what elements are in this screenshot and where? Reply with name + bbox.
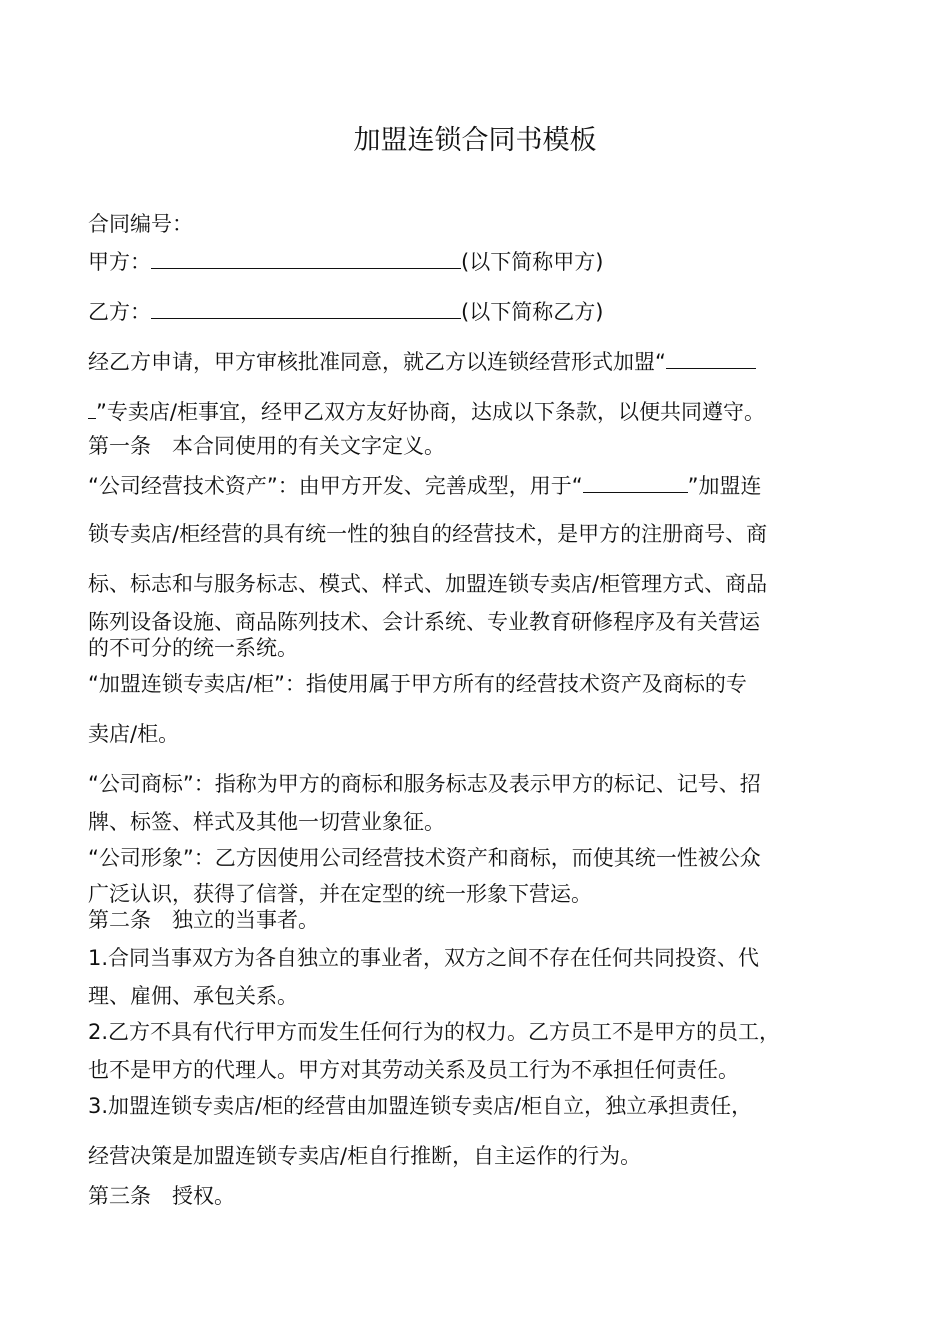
definition-1-line-2: 锁专卖店/柜经营的具有统一性的独自的经营技术，是甲方的注册商号、商 bbox=[88, 522, 768, 546]
definition-1-line-3: 标、标志和与服务标志、模式、样式、加盟连锁专卖店/柜管理方式、商品 bbox=[88, 572, 768, 596]
party-b-blank[interactable] bbox=[151, 296, 461, 319]
article-2-item-1-line-2: 理、雇佣、承包关系。 bbox=[88, 984, 298, 1008]
brand-name-blank[interactable] bbox=[666, 346, 756, 369]
article-1-heading: 第一条 本合同使用的有关文字定义。 bbox=[88, 434, 445, 458]
definition-1-text-post: ”加盟连 bbox=[687, 474, 762, 498]
definition-3-line-2: 牌、标签、样式及其他一切营业象征。 bbox=[88, 810, 445, 834]
definition-4-line-2: 广泛认识，获得了信誉，并在定型的统一形象下营运。 bbox=[88, 882, 592, 906]
article-2-item-3-line-1: 3.加盟连锁专卖店/柜的经营由加盟连锁专卖店/柜自立，独立承担责任， bbox=[88, 1094, 753, 1118]
party-b-suffix: (以下简称乙方) bbox=[461, 300, 604, 324]
definition-1-text-pre: “公司经营技术资产”：由甲方开发、完善成型，用于“ bbox=[88, 474, 583, 498]
intro-line-2 bbox=[88, 396, 765, 426]
party-a-blank[interactable] bbox=[151, 246, 461, 269]
contract-number-label: 合同编号： bbox=[88, 212, 193, 236]
article-3-heading: 第三条 授权。 bbox=[88, 1184, 235, 1208]
article-2-item-2-line-2: 也不是甲方的代理人。甲方对其劳动关系及员工行为不承担任何责任。 bbox=[88, 1058, 739, 1082]
definition-1-line-5: 的不可分的统一系统。 bbox=[88, 636, 298, 660]
definition-3-line-1: “公司商标”：指称为甲方的商标和服务标志及表示甲方的标记、记号、招 bbox=[88, 772, 761, 796]
definition-1-line-1 bbox=[88, 470, 762, 500]
party-a-label: 甲方： bbox=[88, 250, 151, 274]
party-b-line bbox=[88, 296, 603, 326]
brand-name-blank-tail bbox=[88, 396, 96, 419]
intro-line-1 bbox=[88, 346, 756, 376]
definition-4-line-1: “公司形象”：乙方因使用公司经营技术资产和商标，而使其统一性被公众 bbox=[88, 846, 761, 870]
intro-text-1: 经乙方申请，甲方审核批准同意，就乙方以连锁经营形式加盟“ bbox=[88, 350, 666, 374]
party-a-line bbox=[88, 246, 603, 276]
article-2-item-3-line-2: 经营决策是加盟连锁专卖店/柜自行推断，自主运作的行为。 bbox=[88, 1144, 642, 1168]
article-2-heading: 第二条 独立的当事者。 bbox=[88, 908, 319, 932]
party-b-label: 乙方： bbox=[88, 300, 151, 324]
article-2-item-1-line-1: 1.合同当事双方为各自独立的事业者，双方之间不存在任何共同投资、代 bbox=[88, 946, 760, 970]
brand-blank-2[interactable] bbox=[583, 470, 688, 493]
definition-2-line-2: 卖店/柜。 bbox=[88, 722, 180, 746]
intro-text-2: ”专卖店/柜事宜，经甲乙双方友好协商，达成以下条款，以便共同遵守。 bbox=[96, 400, 765, 424]
party-a-suffix: (以下简称甲方) bbox=[461, 250, 604, 274]
definition-2-line-1: “加盟连锁专卖店/柜”：指使用属于甲方所有的经营技术资产及商标的专 bbox=[88, 672, 747, 696]
article-2-item-2-line-1: 2.乙方不具有代行甲方而发生任何行为的权力。乙方员工不是甲方的员工， bbox=[88, 1020, 781, 1044]
definition-1-line-4: 陈列设备设施、商品陈列技术、会计系统、专业教育研修程序及有关营运 bbox=[88, 610, 760, 634]
document-title: 加盟连锁合同书模板 bbox=[353, 125, 597, 156]
